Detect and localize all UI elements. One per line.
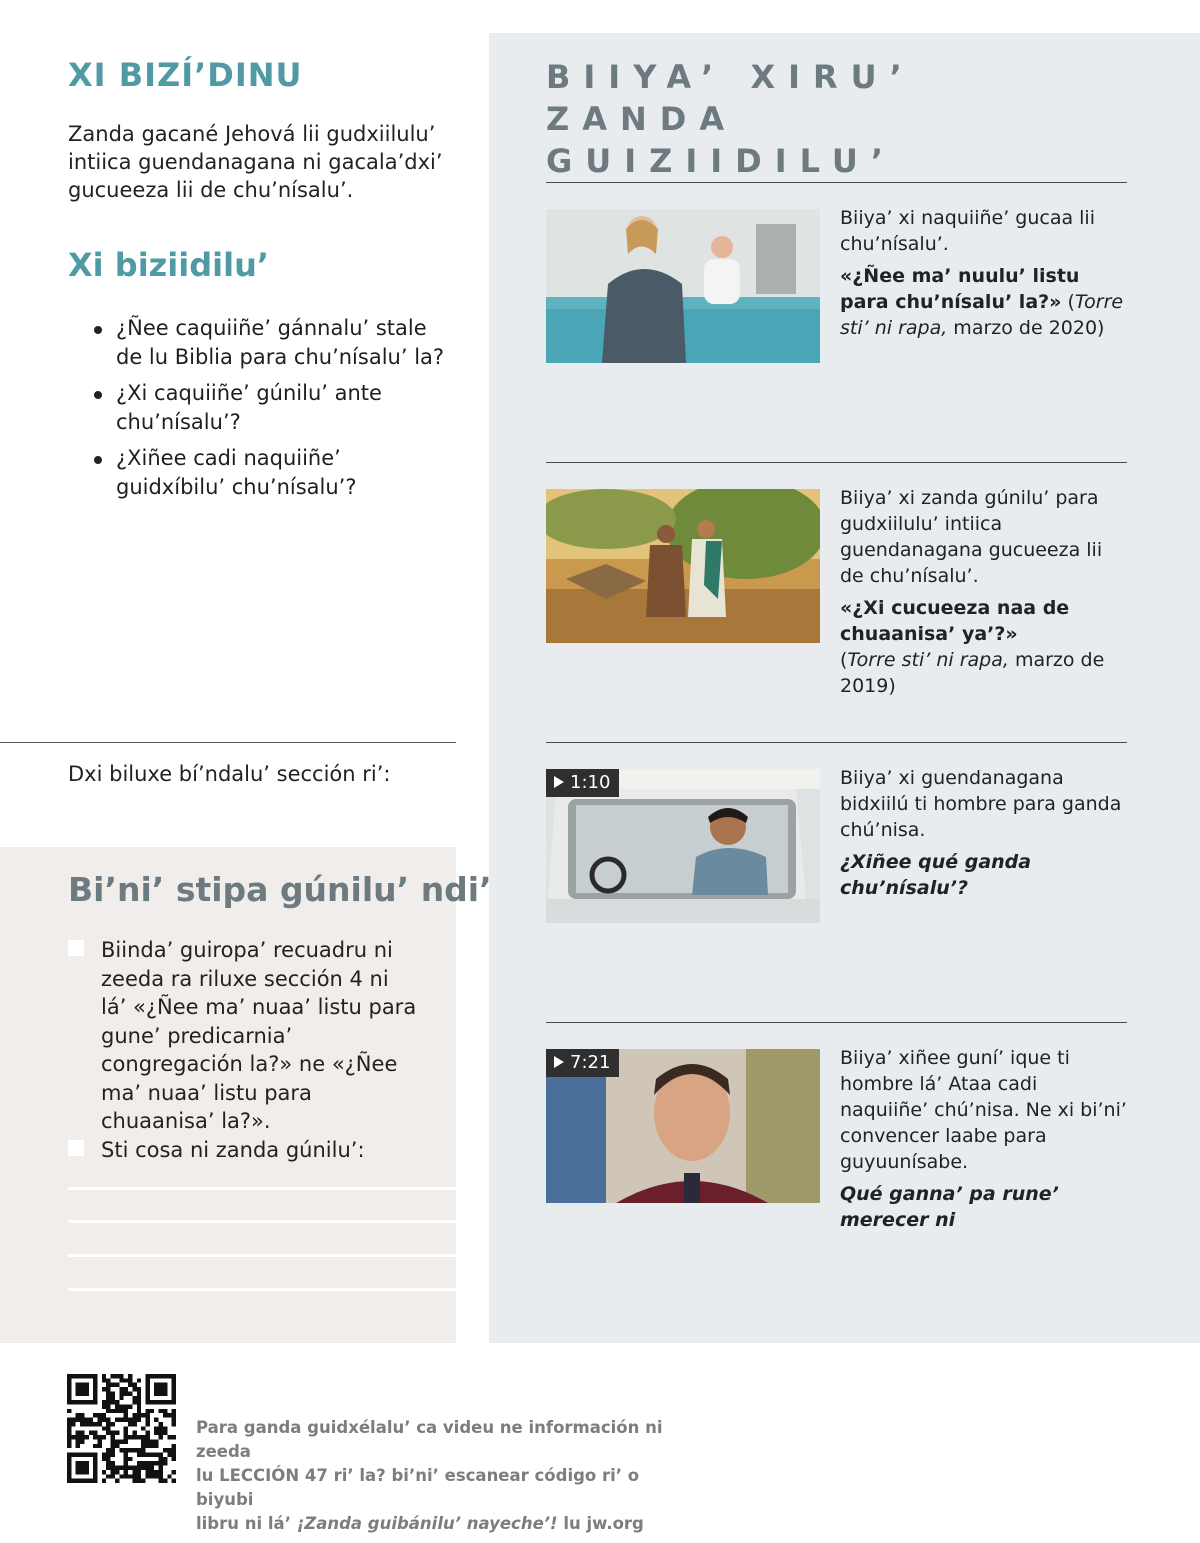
painting-illustration-icon[interactable] — [546, 489, 820, 643]
more-item-lead: Biiya’ xi guendanagana bidxiilú ti hombre para ganda chú’nisa. — [840, 767, 1122, 841]
more-item-lead: Biiya’ xiñee guní’ ique ti hombre lá’ Ataa cadi naquiiñe’ chú’nisa. Ne xi bi’ni’ convencer laabe para guyuunísabe. — [840, 1047, 1127, 1173]
source-date: marzo de 2019) — [840, 649, 1105, 697]
video-duration: 1:10 — [570, 772, 611, 793]
source-date: marzo de 2020) — [947, 317, 1105, 339]
write-line[interactable] — [68, 1254, 456, 1257]
review-question: ¿Xiñee cadi naquiiñe’ guidxíbilu’ chu’nísalu’? — [90, 444, 450, 502]
source-magazine: Torre sti’ ni rapa, — [847, 649, 1009, 671]
write-line[interactable] — [68, 1187, 456, 1190]
write-line[interactable] — [68, 1220, 456, 1223]
video-thumbnail-icon[interactable] — [546, 1049, 820, 1203]
progress-date-label: Dxi biluxe bí’ndalu’ sección ri’: — [68, 762, 391, 786]
divider — [546, 742, 1127, 743]
video-link[interactable]: Qué ganna’ pa rune’ merecer ni — [840, 1183, 1059, 1231]
footer-note — [196, 1416, 696, 1536]
article-link[interactable]: «¿Ñee ma’ nuulu’ listu para chu’nísalu’ la?» — [840, 265, 1080, 313]
more-title: BIIYA’ XIRU’ ZANDA GUIZIIDILU’ — [546, 58, 915, 180]
review-question: ¿Ñee caquiiñe’ gánnalu’ stale de lu Biblia para chu’nísalu’ la? — [90, 314, 450, 372]
source-magazine: Torre sti’ ni rapa, — [840, 291, 1124, 339]
more-item — [840, 765, 1130, 901]
footer-line — [196, 1512, 696, 1536]
section-title: XI BIZÍ’DINU — [68, 56, 303, 94]
source-paren: ( — [840, 649, 848, 671]
book-title: ¡Zanda guibánilu’ nayeche’! — [296, 1514, 558, 1533]
footer-line: Para ganda guidxélalu’ ca videu ne información ni zeeda — [196, 1418, 663, 1461]
more-item-title[interactable] — [840, 263, 1130, 341]
video-duration-badge — [546, 1049, 619, 1077]
divider — [546, 182, 1127, 183]
baptism-photo-icon[interactable] — [546, 209, 820, 363]
video-duration-badge — [546, 769, 619, 797]
goal-item[interactable] — [68, 1136, 418, 1165]
more-item — [840, 205, 1130, 341]
review-title: Xi biziidilu’ — [68, 246, 269, 284]
goal-text: Sti cosa ni zanda gúnilu’: — [101, 1138, 365, 1162]
more-item — [840, 485, 1130, 699]
footer-line: lu LECCIÓN 47 ri’ la? bi’ni’ escanear código ri’ o biyubi — [196, 1466, 640, 1509]
play-icon — [554, 776, 564, 788]
review-question-list — [90, 314, 450, 509]
video-duration: 7:21 — [570, 1052, 611, 1073]
video-link[interactable]: ¿Xiñee qué ganda chu’nísalu’? — [840, 851, 1032, 899]
review-question: ¿Xi caquiiñe’ gúnilu’ ante chu’nísalu’? — [90, 379, 450, 437]
more-item — [840, 1045, 1130, 1233]
footer-text: libru ni lá’ — [196, 1514, 297, 1533]
goal-checkbox[interactable] — [68, 940, 84, 956]
article-link[interactable]: «¿Xi cucueeza naa de chuaanisa’ ya’?» — [840, 597, 1070, 645]
more-item-title[interactable] — [840, 595, 1130, 699]
write-line[interactable] — [68, 1288, 456, 1291]
footer-link[interactable]: lu jw.org — [557, 1514, 644, 1533]
video-thumbnail-icon[interactable] — [546, 769, 820, 923]
divider — [0, 742, 456, 743]
play-icon — [554, 1056, 564, 1068]
goal-checkbox[interactable] — [68, 1140, 84, 1156]
goal-item[interactable] — [68, 936, 418, 1136]
goals-title: Bi’ni’ stipa gúnilu’ ndi’ — [68, 870, 492, 909]
divider — [546, 462, 1127, 463]
qr-code-icon[interactable] — [67, 1374, 176, 1483]
source-paren: ( — [1061, 291, 1075, 313]
more-item-lead: Biiya’ xi naquiiñe’ gucaa lii chu’nísalu’. — [840, 207, 1095, 255]
intro-text: Zanda gacané Jehová lii gudxiilulu’ intiica guendanagana ni gacala’dxi’ gucueeza lii de chu’nísalu’. — [68, 122, 443, 202]
goal-text: Biinda’ guiropa’ recuadru ni zeeda ra riluxe sección 4 ni lá’ «¿Ñee ma’ nuaa’ listu para gune’ predicarnia’ congregación la?» ne «¿Ñee ma’ nuaa’ listu para chuaanisa’ la?». — [101, 938, 417, 1133]
more-item-lead: Biiya’ xi zanda gúnilu’ para gudxiilulu’ intiica guendanagana gucueeza lii de chu’nísalu’. — [840, 487, 1103, 587]
divider — [546, 1022, 1127, 1023]
